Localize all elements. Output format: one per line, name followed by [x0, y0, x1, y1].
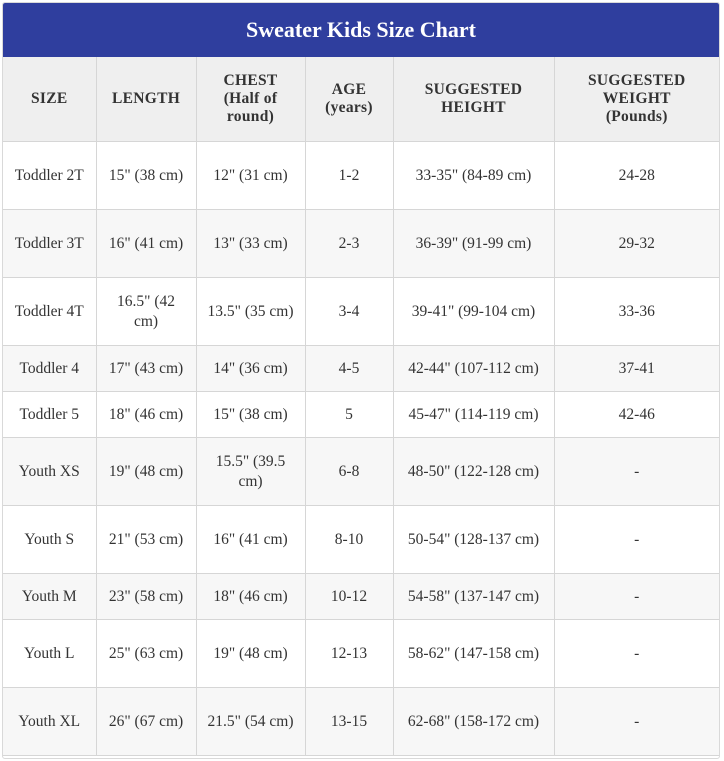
table-row [3, 620, 719, 688]
header-height [393, 57, 554, 142]
cell-age: 6-8 [305, 438, 393, 506]
header-weight [554, 57, 719, 142]
cell-age: 10-12 [305, 574, 393, 620]
table-row [3, 438, 719, 506]
cell-weight: 42-46 [554, 392, 719, 438]
table-row [3, 278, 719, 346]
cell-size: Youth S [3, 506, 96, 574]
cell-chest: 16" (41 cm) [196, 506, 305, 574]
header-age-line1: AGE [331, 81, 367, 98]
header-row [3, 57, 719, 142]
chart-title: Sweater Kids Size Chart [3, 3, 719, 57]
cell-chest: 15" (38 cm) [196, 392, 305, 438]
table-row [3, 574, 719, 620]
cell-size: Toddler 3T [3, 210, 96, 278]
cell-height: 36-39" (91-99 cm) [393, 210, 554, 278]
table-row [3, 688, 719, 756]
cell-size: Toddler 4 [3, 346, 96, 392]
cell-age: 12-13 [305, 620, 393, 688]
header-age [305, 57, 393, 142]
table-row [3, 210, 719, 278]
cell-weight: - [554, 438, 719, 506]
cell-chest: 18" (46 cm) [196, 574, 305, 620]
cell-weight: - [554, 574, 719, 620]
cell-length: 16.5" (42 cm) [96, 278, 196, 346]
cell-length: 16" (41 cm) [96, 210, 196, 278]
cell-length: 18" (46 cm) [96, 392, 196, 438]
cell-length: 17" (43 cm) [96, 346, 196, 392]
cell-height: 54-58" (137-147 cm) [393, 574, 554, 620]
header-length [96, 57, 196, 142]
header-weight-line1: SUGGESTED [588, 72, 686, 89]
cell-age: 5 [305, 392, 393, 438]
cell-height: 58-62" (147-158 cm) [393, 620, 554, 688]
header-length-label: LENGTH [111, 90, 181, 107]
cell-height: 33-35" (84-89 cm) [393, 142, 554, 210]
cell-weight: 33-36 [554, 278, 719, 346]
cell-size: Youth XS [3, 438, 96, 506]
cell-weight: - [554, 620, 719, 688]
cell-size: Youth L [3, 620, 96, 688]
cell-height: 62-68" (158-172 cm) [393, 688, 554, 756]
cell-length: 23" (58 cm) [96, 574, 196, 620]
size-chart-container [2, 2, 720, 759]
cell-length: 26" (67 cm) [96, 688, 196, 756]
header-weight-line3: (Pounds) [605, 108, 668, 125]
table-row [3, 142, 719, 210]
table-row [3, 346, 719, 392]
cell-size: Youth M [3, 574, 96, 620]
cell-chest: 19" (48 cm) [196, 620, 305, 688]
cell-chest: 13" (33 cm) [196, 210, 305, 278]
header-weight-line2: WEIGHT [602, 90, 671, 107]
table-row [3, 392, 719, 438]
cell-height: 50-54" (128-137 cm) [393, 506, 554, 574]
cell-height: 42-44" (107-112 cm) [393, 346, 554, 392]
size-chart-table [3, 57, 719, 756]
cell-length: 25" (63 cm) [96, 620, 196, 688]
cell-length: 15" (38 cm) [96, 142, 196, 210]
cell-size: Toddler 5 [3, 392, 96, 438]
cell-size: Toddler 2T [3, 142, 96, 210]
header-chest-line3: round) [226, 108, 275, 125]
header-age-line2: (years) [325, 99, 373, 116]
cell-age: 4-5 [305, 346, 393, 392]
header-chest-line2: (Half of [223, 90, 278, 107]
cell-weight: 29-32 [554, 210, 719, 278]
table-row [3, 506, 719, 574]
header-height-line1: SUGGESTED [424, 81, 523, 98]
cell-chest: 14" (36 cm) [196, 346, 305, 392]
cell-age: 3-4 [305, 278, 393, 346]
cell-size: Youth XL [3, 688, 96, 756]
header-chest-line1: CHEST [223, 72, 278, 89]
cell-chest: 12" (31 cm) [196, 142, 305, 210]
cell-height: 39-41" (99-104 cm) [393, 278, 554, 346]
cell-weight: 37-41 [554, 346, 719, 392]
cell-height: 48-50" (122-128 cm) [393, 438, 554, 506]
cell-age: 8-10 [305, 506, 393, 574]
cell-height: 45-47" (114-119 cm) [393, 392, 554, 438]
cell-length: 19" (48 cm) [96, 438, 196, 506]
cell-chest: 21.5" (54 cm) [196, 688, 305, 756]
cell-chest: 15.5" (39.5 cm) [196, 438, 305, 506]
cell-size: Toddler 4T [3, 278, 96, 346]
cell-length: 21" (53 cm) [96, 506, 196, 574]
cell-age: 2-3 [305, 210, 393, 278]
header-chest [196, 57, 305, 142]
header-height-line2: HEIGHT [441, 99, 506, 116]
cell-weight: - [554, 506, 719, 574]
cell-age: 13-15 [305, 688, 393, 756]
cell-weight: - [554, 688, 719, 756]
header-size-label: SIZE [30, 90, 68, 107]
header-size [3, 57, 96, 142]
cell-weight: 24-28 [554, 142, 719, 210]
cell-age: 1-2 [305, 142, 393, 210]
cell-chest: 13.5" (35 cm) [196, 278, 305, 346]
